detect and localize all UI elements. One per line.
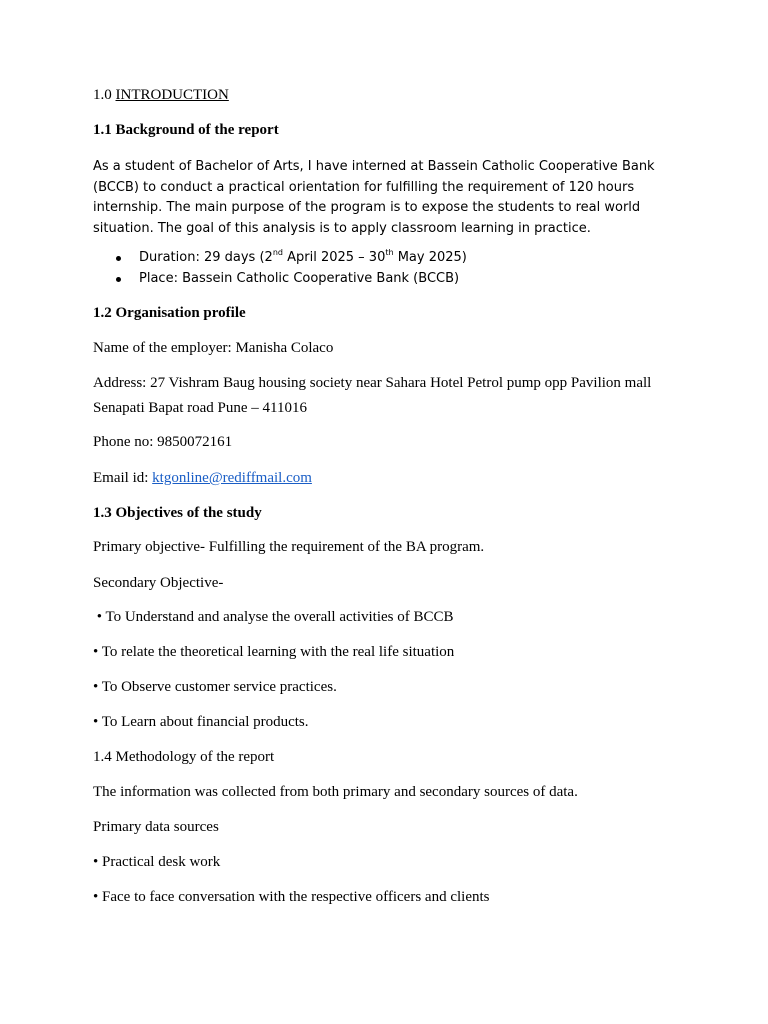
section-intro-heading <box>93 87 229 104</box>
address-line-1: Address: 27 Vishram Baug housing society near Sahara Hotel Petrol pump opp Pavilion mall <box>93 375 652 391</box>
primary-data-item: • Practical desk work <box>93 854 221 870</box>
intro-number: 1.0 <box>93 87 116 103</box>
methodology-text: The information was collected from both primary and secondary sources of data. <box>93 784 578 800</box>
email-link[interactable]: ktgonline@rediffmail.com <box>152 470 312 486</box>
org-profile-heading: 1.2 Organisation profile <box>93 305 246 321</box>
methodology-heading: 1.4 Methodology of the report <box>93 749 275 765</box>
objective-item: • To Learn about financial products. <box>93 714 309 730</box>
background-heading: 1.1 Background of the report <box>93 122 279 138</box>
secondary-objective-label: Secondary Objective- <box>93 575 224 591</box>
place-item: Place: Bassein Catholic Cooperative Bank (BCCB) <box>115 269 467 290</box>
objective-item: • To Observe customer service practices. <box>93 679 337 695</box>
primary-objective: Primary objective- Fulfilling the requirement of the BA program. <box>93 539 485 555</box>
intro-title: INTRODUCTION <box>115 87 229 103</box>
email-row <box>93 470 312 487</box>
address-line-2: Senapati Bapat road Pune – 411016 <box>93 400 307 416</box>
objective-item: • To Understand and analyse the overall activities of BCCB <box>93 609 454 625</box>
primary-data-label: Primary data sources <box>93 819 219 835</box>
objectives-heading: 1.3 Objectives of the study <box>93 505 262 521</box>
background-bullet-list <box>115 248 467 289</box>
primary-data-item: • Face to face conversation with the respective officers and clients <box>93 889 490 905</box>
employer-name: Name of the employer: Manisha Colaco <box>93 340 334 356</box>
phone-number: Phone no: 9850072161 <box>93 434 233 450</box>
duration-item: Duration: 29 days (2nd April 2025 – 30th May 2025) <box>115 248 467 269</box>
background-paragraph: As a student of Bachelor of Arts, I have interned at Bassein Catholic Cooperative Bank (BCCB) to conduct a practical orientation for fulfilling the requirement of 120 hours internship. The main purpose of the program is to expose the students to real world situation. The goal of this analysis is to apply classroom learning in practice. <box>93 159 655 236</box>
objective-item: • To relate the theoretical learning with the real life situation <box>93 644 455 660</box>
email-label: Email id: <box>93 470 153 486</box>
